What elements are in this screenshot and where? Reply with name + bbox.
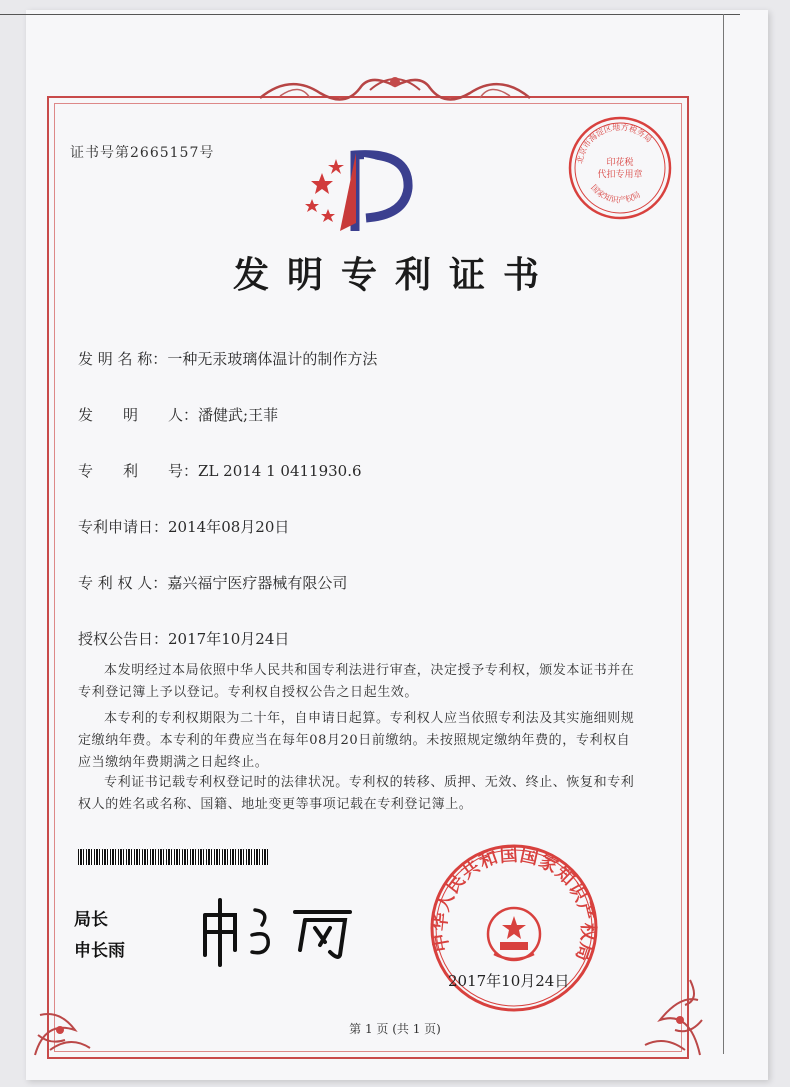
field-grant-date [78, 628, 289, 649]
cnipa-logo-icon [300, 143, 420, 235]
paper-edge-right [723, 14, 724, 1054]
field-label: 授权公告日： [78, 630, 169, 648]
seal-center-text-1: 印花税 [606, 158, 634, 168]
issue-date: 2017年10月24日 [448, 972, 570, 990]
paragraph-3: 专利证书记载专利权登记时的法律状况。专利权的转移、质押、无效、终止、恢复和专利权人的姓名或名称、国籍、地址变更等事项记载在专利登记簿上。 [78, 775, 635, 812]
field-label: 专 利 号： [78, 462, 199, 480]
field-label: 发 明 人： [78, 406, 199, 424]
field-value: 一种无汞玻璃体温计的制作方法 [167, 350, 378, 368]
page-indicator: 第 1 页 (共 1 页) [349, 1022, 441, 1036]
field-label: 专 利 权 人： [78, 574, 168, 592]
barcode [78, 849, 268, 865]
seal-arc-text: 中华人民共和国国家知识产权局 [429, 844, 599, 965]
field-label: 发 明 名 称： [78, 350, 168, 368]
field-patent-number [78, 460, 362, 481]
document-title: 发明专利证书 [232, 254, 557, 296]
signatory-title: 局长 [74, 910, 108, 930]
svg-text:国家知识产权局 [589, 183, 642, 205]
field-invention-name [78, 348, 377, 369]
seal-top-arc-text: 北京市海淀区地方税务局 [575, 122, 654, 165]
bottom-right-ornament [630, 940, 710, 1060]
top-ornament [250, 68, 540, 108]
paragraph-1: 本发明经过本局依照中华人民共和国专利法进行审查，决定授予专利权，颁发本证书并在专利登记簿上予以登记。专利权自授权公告之日起生效。 [78, 663, 635, 700]
field-application-date [78, 516, 289, 537]
field-inventors [78, 404, 278, 425]
seal-center-text-2: 代扣专用章 [597, 170, 643, 180]
field-value: ZL 2014 1 0411930.6 [198, 462, 362, 480]
field-label: 专利申请日： [78, 518, 169, 536]
field-value: 2014年08月20日 [168, 518, 290, 536]
field-value: 2017年10月24日 [168, 630, 290, 648]
handwritten-signature [190, 890, 370, 970]
signatory-name: 申长雨 [74, 941, 125, 961]
field-value: 潘健武;王菲 [198, 406, 279, 424]
field-value: 嘉兴福宁医疗器械有限公司 [167, 574, 348, 592]
paragraph-2: 本专利的专利权期限为二十年，自申请日起算。专利权人应当依照专利法及其实施细则规定缴纳年费。本专利的年费应当在每年08月20日前缴纳。未按照规定缴纳年费的，专利权自应当缴纳年费期满之日起终止。 [78, 711, 635, 770]
field-patentee [78, 572, 347, 593]
tax-seal-stamp [565, 113, 675, 223]
paper-edge [0, 14, 740, 15]
seal-bottom-arc-text: 国家知识产权局 [589, 183, 642, 205]
certificate-number: 证书号第2665157号 [70, 145, 215, 161]
